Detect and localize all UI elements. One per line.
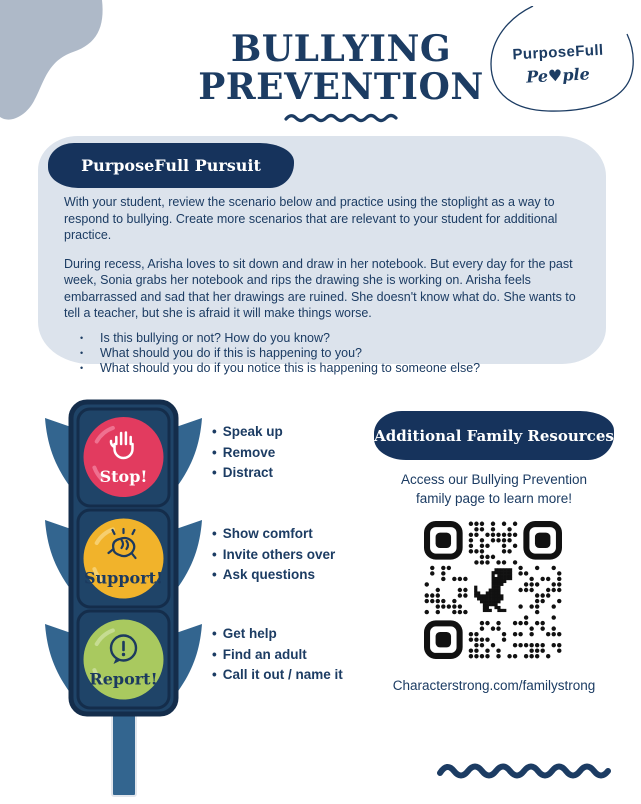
stop-tips-list xyxy=(212,422,387,484)
stop-light xyxy=(84,417,164,497)
bullet-icon: • xyxy=(212,646,217,662)
list-item-text: What should you do if you notice this is happening to someone else? xyxy=(100,360,481,375)
list-item xyxy=(212,443,387,464)
resources-badge xyxy=(374,411,614,460)
list-item-text: Ask questions xyxy=(222,567,316,582)
list-item xyxy=(212,565,387,586)
list-item xyxy=(212,463,387,484)
report-label: Report! xyxy=(89,669,158,689)
bullet-icon: • xyxy=(212,465,217,480)
bullet-icon: • xyxy=(212,546,217,562)
page-title xyxy=(176,30,506,125)
title-line-2: PREVENTION xyxy=(198,66,484,108)
pursuit-badge xyxy=(48,143,294,188)
list-item-text: Get help xyxy=(222,626,277,641)
list-item-text: Speak up xyxy=(222,424,283,439)
list-item xyxy=(212,422,387,443)
question-list xyxy=(64,331,584,377)
list-item xyxy=(212,545,387,566)
bullet-icon: • xyxy=(80,362,84,373)
bullet-icon: • xyxy=(212,444,217,460)
bullet-icon: • xyxy=(80,332,84,343)
bullet-icon: • xyxy=(212,424,217,439)
bullet-icon: • xyxy=(212,667,217,682)
bullet-icon: • xyxy=(212,626,217,641)
list-item-text: Show comfort xyxy=(222,526,313,541)
list-item xyxy=(64,346,584,361)
list-item xyxy=(64,361,584,376)
report-tips-list xyxy=(212,624,387,686)
support-label: Support! xyxy=(83,568,164,588)
resources-badge-label: Additional Family Resources xyxy=(374,426,614,445)
list-item xyxy=(212,645,387,666)
bullet-icon: • xyxy=(80,347,84,358)
list-item-text: Find an adult xyxy=(222,646,307,662)
logo-line-1: PurposeFull xyxy=(512,41,604,64)
blob-shape xyxy=(0,0,103,120)
list-item xyxy=(212,665,387,686)
report-light xyxy=(84,620,164,700)
title-line-1: BULLYING xyxy=(230,28,452,70)
logo-line-2: Pe♥ple xyxy=(525,64,591,87)
list-item-text: Call it out / name it xyxy=(222,667,343,682)
bullet-icon: • xyxy=(212,526,217,541)
scenario-paragraph: During recess, Arisha loves to sit down and draw in her notebook. But every day for the past week, Sonia grabs her notebook and rips the drawing she is working on. Arisha feels embarrassed and sad that her drawings are ruined. She doesn't know what do. She wants to tell a teacher, but she is afraid it will make things worse. xyxy=(64,256,576,320)
list-item xyxy=(212,524,387,545)
list-item-text: Invite others over xyxy=(222,546,336,562)
stoplight-graphic xyxy=(35,398,211,798)
list-item xyxy=(212,624,387,645)
list-item-text: Is this bullying or not? How do you know? xyxy=(100,330,330,345)
support-tips-list xyxy=(212,524,387,586)
qr-code xyxy=(417,514,569,666)
stoplight-pole xyxy=(112,708,136,796)
list-item-text: Remove xyxy=(222,444,276,460)
corner-blob-decoration xyxy=(0,0,115,132)
wave-decoration xyxy=(436,760,614,782)
wave-divider-icon xyxy=(283,111,399,125)
resources-url-link[interactable]: Characterstrong.com/familystrong xyxy=(392,678,596,693)
list-item-text: What should you do if this is happening to you? xyxy=(100,345,362,360)
support-light xyxy=(84,519,164,599)
resources-description: Access our Bullying Prevention family page to learn more! xyxy=(400,472,588,506)
list-item-text: Distract xyxy=(222,465,274,480)
purposefull-people-logo xyxy=(478,6,638,124)
pursuit-badge-label: PurposeFull Pursuit xyxy=(81,156,261,175)
list-item xyxy=(64,331,584,346)
stop-label: Stop! xyxy=(99,467,148,486)
bullet-icon: • xyxy=(212,567,217,582)
intro-paragraph: With your student, review the scenario below and practice using the stoplight as a way to respond to bullying. Create more scenarios that are relevant to your student for additional practice. xyxy=(64,195,558,242)
